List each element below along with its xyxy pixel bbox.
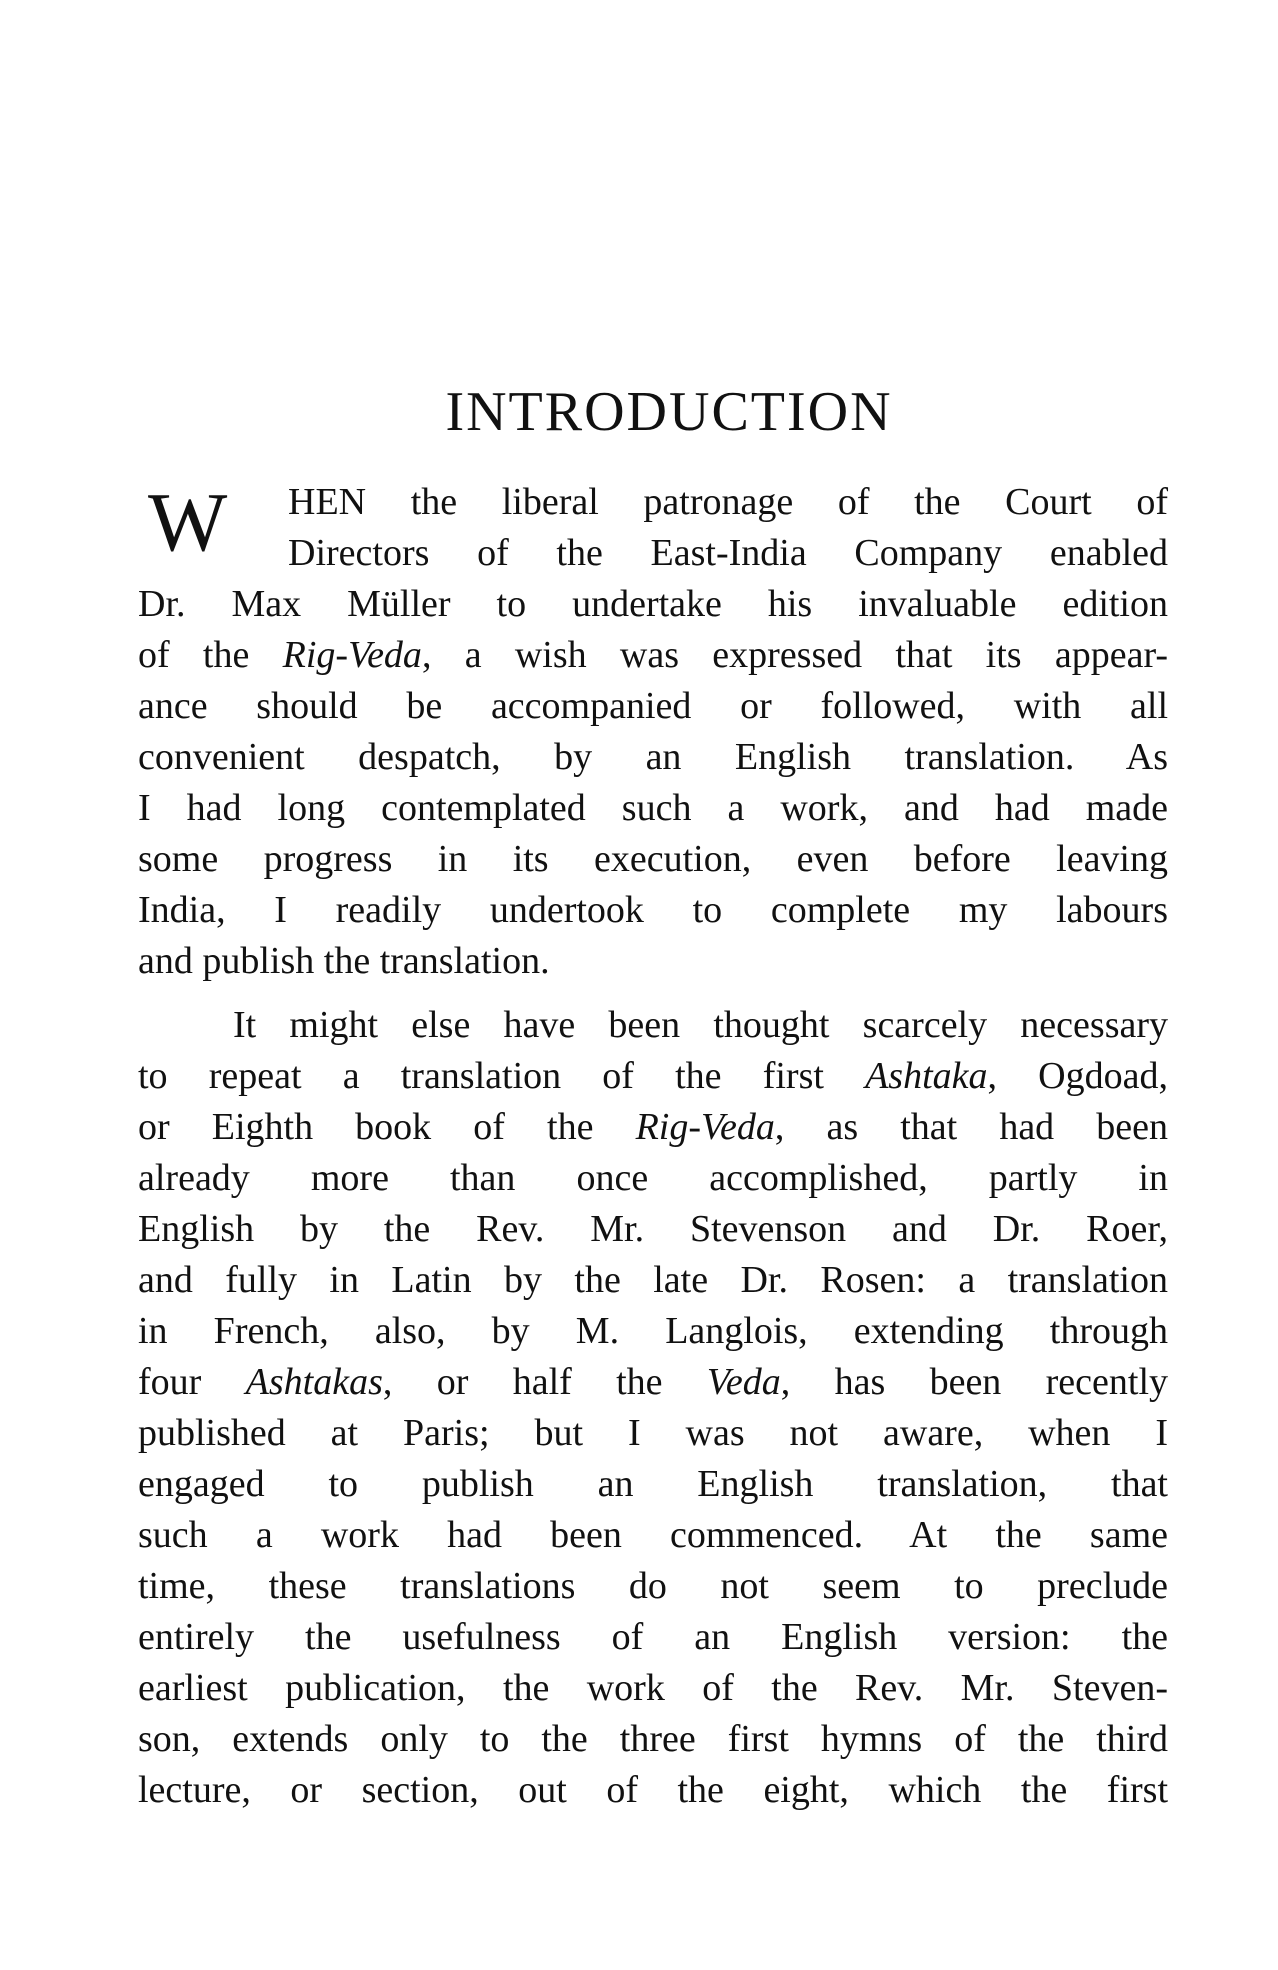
text-line: ance should be accompanied or followed, with all xyxy=(138,685,1168,727)
text-line: some progress in its execution, even before leaving xyxy=(138,838,1168,880)
text-line: time, these translations do not seem to preclude xyxy=(138,1565,1168,1607)
text-line: entirely the usefulness of an English version: the xyxy=(138,1616,1168,1658)
text-line: and publish the translation. xyxy=(138,940,550,982)
text-line: in French, also, by M. Langlois, extending through xyxy=(138,1310,1168,1352)
text-line: lecture, or section, out of the eight, which the first xyxy=(138,1769,1168,1811)
text-line: or Eighth book of the Rig-Veda, as that had been xyxy=(138,1106,1169,1148)
text-line: of the Rig-Veda, a wish was expressed that its appear- xyxy=(138,634,1168,676)
drop-cap: W xyxy=(148,476,228,569)
text-line: It might else have been thought scarcely necessary xyxy=(233,1004,1168,1046)
text-line: India, I readily undertook to complete my labours xyxy=(138,889,1168,931)
text-line: English by the Rev. Mr. Stevenson and Dr. Roer, xyxy=(138,1208,1168,1250)
text-line: I had long contemplated such a work, and had made xyxy=(138,787,1168,829)
paragraph-1 xyxy=(138,477,1168,987)
text-line: earliest publication, the work of the Rev. Mr. Steven- xyxy=(138,1667,1168,1709)
text-line: Dr. Max Müller to undertake his invaluable edition xyxy=(138,583,1168,625)
text-line: four Ashtakas, or half the Veda, has been recently xyxy=(138,1361,1169,1403)
text-line: to repeat a translation of the first Ashtaka, Ogdoad, xyxy=(138,1055,1168,1097)
text-line: already more than once accomplished, partly in xyxy=(138,1157,1168,1199)
text-line: son, extends only to the three first hymns of the third xyxy=(138,1718,1168,1760)
text-line: HEN the liberal patronage of the Court of xyxy=(288,481,1168,523)
paragraph-2 xyxy=(138,1000,1168,1816)
text-line: such a work had been commenced. At the same xyxy=(138,1514,1168,1556)
text-line: and fully in Latin by the late Dr. Rosen: a translation xyxy=(138,1259,1168,1301)
text-line: published at Paris; but I was not aware, when I xyxy=(138,1412,1168,1454)
chapter-heading: INTRODUCTION xyxy=(445,381,893,443)
text-line: convenient despatch, by an English translation. As xyxy=(138,736,1168,778)
text-line: Directors of the East-India Company enabled xyxy=(288,532,1168,574)
text-line: engaged to publish an English translation, that xyxy=(138,1463,1168,1505)
